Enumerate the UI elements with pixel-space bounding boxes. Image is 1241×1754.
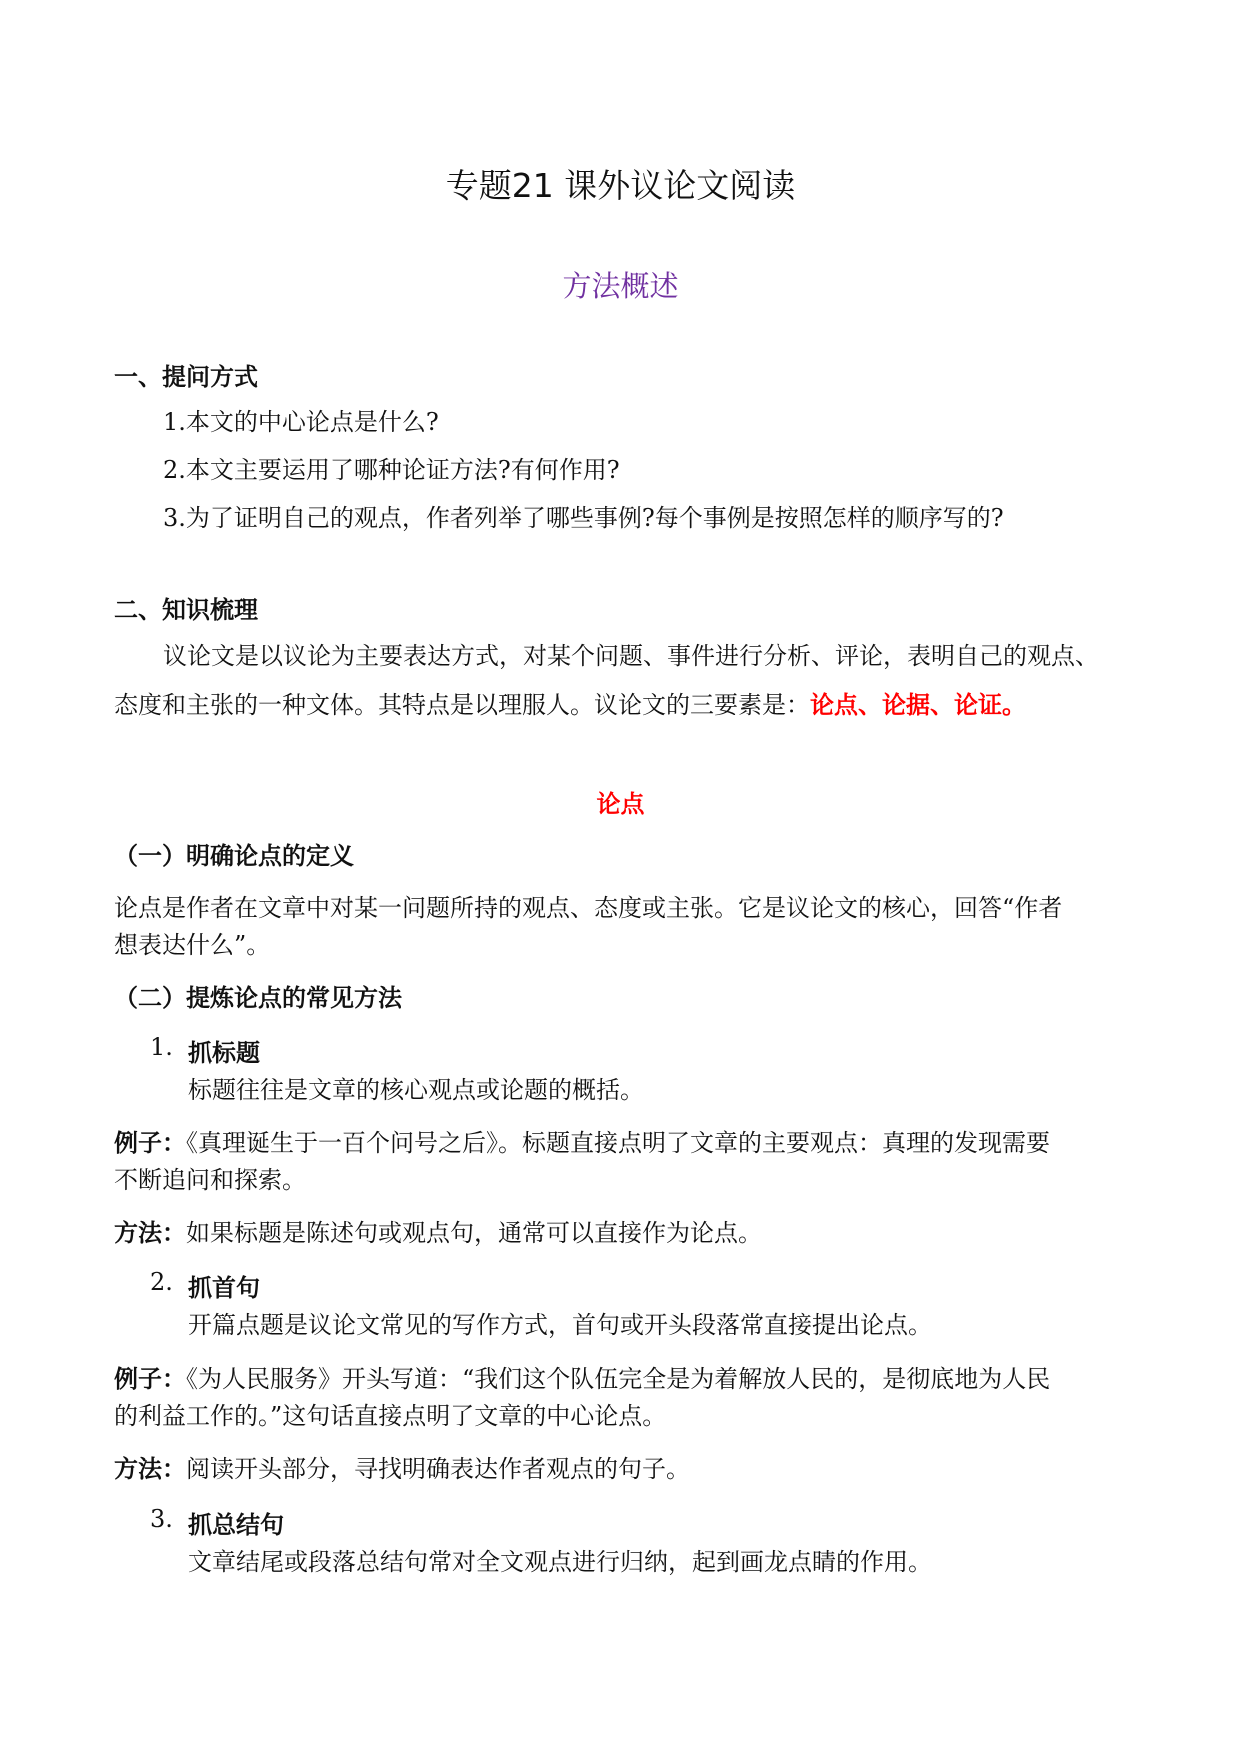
method-description: 标题往往是文章的核心观点或论题的概括。 — [188, 1076, 644, 1104]
definition-heading: （一）明确论点的定义 — [114, 842, 354, 870]
method-tip-line — [114, 1213, 762, 1248]
example-label: 例子： — [114, 1129, 186, 1157]
section-heading-questions: 一、提问方式 — [114, 363, 258, 391]
method-title: 抓首句 — [188, 1274, 260, 1302]
method-description: 开篇点题是议论文常见的写作方式，首句或开头段落常直接提出论点。 — [188, 1311, 932, 1339]
example-text: 《为人民服务》开头写道：“我们这个队伍完全是为着解放人民的，是彻底地为人民 — [186, 1365, 1051, 1393]
example-line — [114, 1359, 1050, 1394]
method-tip-text: 如果标题是陈述句或观点句，通常可以直接作为论点。 — [186, 1219, 762, 1247]
paragraph-line: 想表达什么”。 — [114, 931, 271, 959]
document-title: 专题21 课外议论文阅读 — [445, 166, 796, 205]
example-line: 的利益工作的。”这句话直接点明了文章的中心论点。 — [114, 1402, 667, 1430]
method-title: 抓总结句 — [188, 1511, 284, 1539]
paragraph-line — [114, 685, 1026, 720]
document-subtitle: 方法概述 — [562, 269, 679, 303]
methods-heading: （二）提炼论点的常见方法 — [114, 984, 402, 1012]
method-tip-text: 阅读开头部分，寻找明确表达作者观点的句子。 — [186, 1455, 690, 1483]
method-tip-line — [114, 1449, 690, 1484]
question-item: 2.本文主要运用了哪种论证方法?有何作用? — [163, 456, 620, 484]
question-item: 3.为了证明自己的观点，作者列举了哪些事例?每个事例是按照怎样的顺序写的? — [163, 504, 1004, 532]
subsection-heading-lundian: 论点 — [596, 790, 645, 818]
method-tip-label: 方法： — [114, 1219, 186, 1247]
example-text: 《真理诞生于一百个问号之后》。标题直接点明了文章的主要观点：真理的发现需要 — [186, 1129, 1050, 1157]
section-heading-knowledge: 二、知识梳理 — [114, 596, 258, 624]
method-number: 3. — [150, 1505, 173, 1533]
question-item: 1.本文的中心论点是什么? — [163, 408, 439, 436]
paragraph-line: 议论文是以议论为主要表达方式，对某个问题、事件进行分析、评论，表明自己的观点、 — [163, 642, 1099, 670]
paragraph-line: 论点是作者在文章中对某一问题所持的观点、态度或主张。它是议论文的核心，回答“作者 — [114, 894, 1063, 922]
example-label: 例子： — [114, 1365, 186, 1393]
method-title: 抓标题 — [188, 1039, 260, 1067]
three-elements-highlight: 论点、论据、论证。 — [810, 691, 1026, 719]
paragraph-text: 态度和主张的一种文体。其特点是以理服人。议论文的三要素是： — [114, 691, 810, 719]
example-line: 不断追问和探索。 — [114, 1166, 306, 1194]
method-description: 文章结尾或段落总结句常对全文观点进行归纳，起到画龙点睛的作用。 — [188, 1548, 932, 1576]
method-number: 1. — [150, 1033, 173, 1061]
method-tip-label: 方法： — [114, 1455, 186, 1483]
method-number: 2. — [150, 1268, 173, 1296]
example-line — [114, 1123, 1050, 1158]
